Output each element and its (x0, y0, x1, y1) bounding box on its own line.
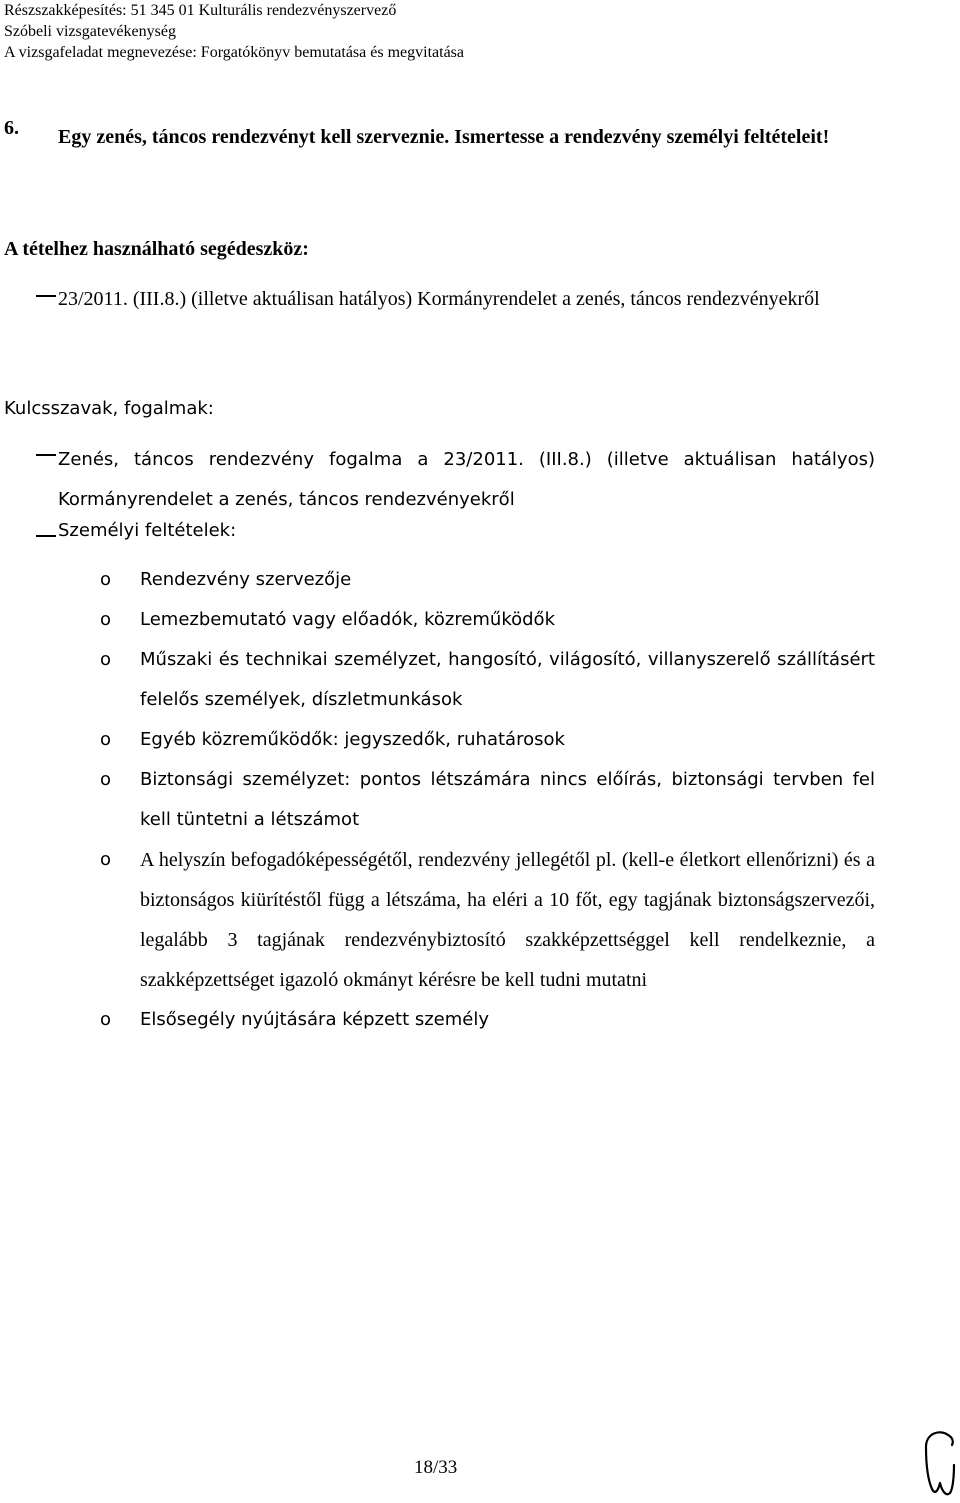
aids-item: 23/2011. (III.8.) (illetve aktuálisan hatályos) Kormányrendelet a zenés, táncos rendezvényekről (58, 288, 820, 310)
circle-bullet-icon: o (100, 729, 112, 750)
personal-conditions-list (100, 560, 875, 1040)
header-line-qualification: Részszakképesítés: 51 345 01 Kulturális rendezvényszervező (4, 2, 397, 19)
list-item-text: Egyéb közreműködők: jegyszedők, ruhatárosok (140, 729, 565, 750)
list-item-text: Műszaki és technikai személyzet, hangosító, világosító, villanyszerelő szállításért felelős személyek, díszletmunkások (140, 649, 875, 710)
page-number: 18/33 (414, 1457, 458, 1478)
list-item (100, 600, 875, 640)
signature-icon (918, 1425, 958, 1500)
list-item-text: Rendezvény szervezője (140, 569, 352, 590)
circle-bullet-icon: o (100, 569, 112, 590)
keywords-item-definition: Zenés, táncos rendezvény fogalma a 23/2011. (III.8.) (illetve aktuálisan hatályos) Kormányrendelet a zenés, táncos rendezvényekről (58, 449, 875, 510)
list-item-text: Lemezbemutató vagy előadók, közreműködők (140, 609, 555, 630)
dash-bullet (36, 535, 56, 537)
question-number: 6. (4, 117, 19, 139)
list-item (100, 720, 875, 760)
list-item (100, 640, 875, 720)
list-item-text: Biztonsági személyzet: pontos létszámára nincs előírás, biztonsági tervben fel kell tüntetni a létszámot (140, 769, 875, 830)
dash-bullet (36, 454, 56, 456)
list-item (100, 840, 875, 1000)
list-item (100, 760, 875, 840)
list-item-text: A helyszín befogadóképességétől, rendezvény jellegétől pl. (kell-e életkort ellenőrizni) és a biztonságos kiürítéstől függ a létszáma, ha eléri a 10 főt, egy tagjának biztonságszervezői, legalább 3 tagjának rendezvénybiztosító szakképzettséggel kell rendelkeznie, a szakképzettséget igazoló okmányt kérésre be kell tudni mutatni (140, 849, 875, 991)
keywords-item-personal-conditions: Személyi feltételek: (58, 520, 237, 541)
circle-bullet-icon: o (100, 849, 112, 870)
circle-bullet-icon: o (100, 1009, 112, 1030)
circle-bullet-icon: o (100, 609, 112, 630)
circle-bullet-icon: o (100, 769, 112, 790)
dash-bullet (36, 295, 56, 297)
header-line-activity: Szóbeli vizsgatevékenység (4, 23, 176, 40)
circle-bullet-icon: o (100, 649, 112, 670)
page-header (4, 0, 464, 63)
aids-heading: A tételhez használható segédeszköz: (4, 238, 309, 260)
header-line-task-name: A vizsgafeladat megnevezése: Forgatókönyv bemutatása és megvitatása (4, 44, 464, 61)
list-item (100, 560, 875, 600)
list-item (100, 1000, 875, 1040)
list-item-text: Elsősegély nyújtására képzett személy (140, 1009, 490, 1030)
question-text: Egy zenés, táncos rendezvényt kell szerveznie. Ismertesse a rendezvény személyi feltételeit! (58, 126, 830, 148)
keywords-heading: Kulcsszavak, fogalmak: (4, 398, 214, 419)
